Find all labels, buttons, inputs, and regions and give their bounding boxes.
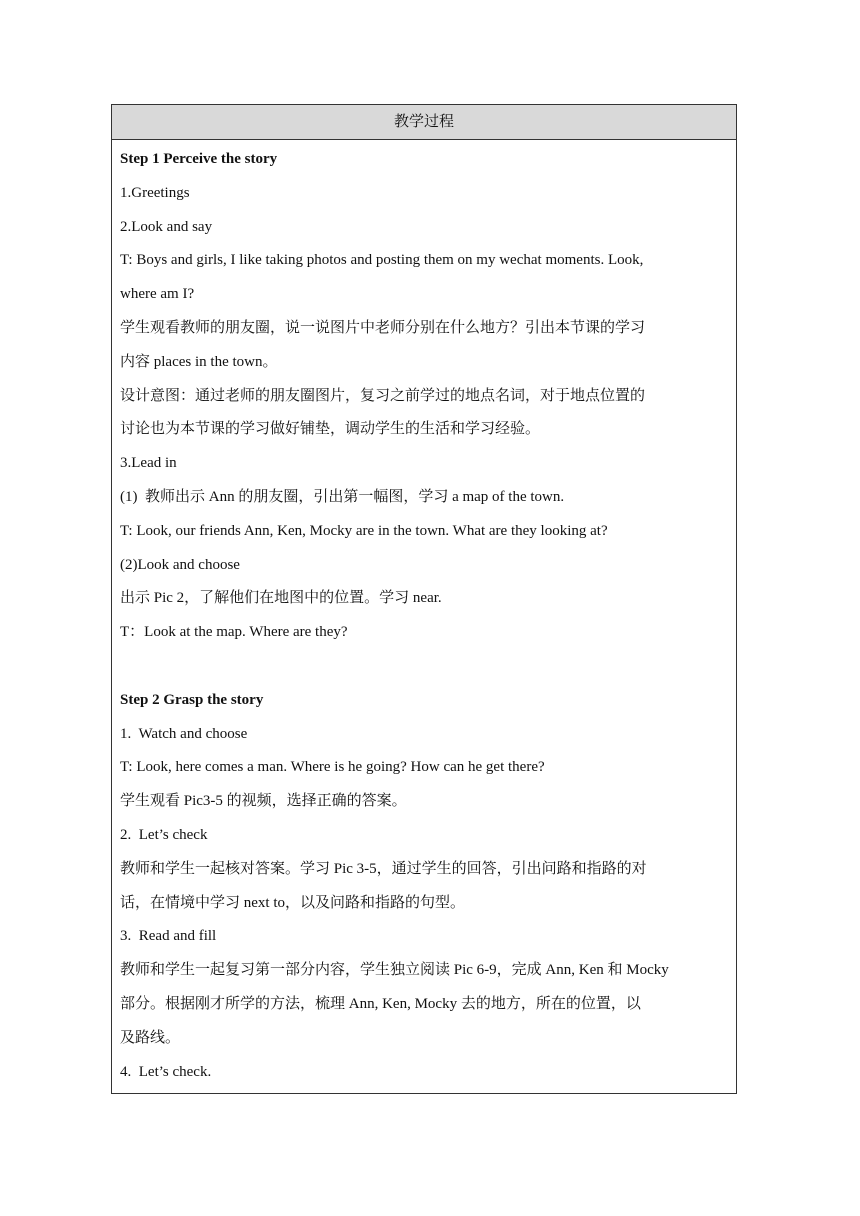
text-line: 1. Watch and choose	[120, 725, 248, 742]
text-line: 教师和学生一起复习第一部分内容，学生独立阅读 Pic 6-9，完成 Ann, Ken 和 Mocky	[120, 962, 669, 979]
text-line: 3. Read and fill	[120, 928, 217, 945]
step-heading: Step 1 Perceive the story	[120, 151, 278, 167]
text-line: 部分。根据刚才所学的方法，梳理 Ann, Ken, Mocky 去的地方，所在的位置，以	[120, 995, 641, 1012]
text-line: 讨论也为本节课的学习做好铺垫，调动学生的生活和学习经验。	[120, 421, 541, 438]
text-line: T: Boys and girls, I like taking photos and posting them on my wechat moments. Look,	[120, 252, 644, 269]
text-line: (2)Look and choose	[120, 556, 240, 573]
text-line: 设计意图：通过老师的朋友圈图片，复习之前学过的地点名词，对于地点位置的	[120, 387, 646, 404]
text-line: where am I?	[120, 286, 195, 303]
text-line	[120, 650, 728, 684]
text-line: 内容 places in the town。	[120, 353, 278, 370]
text-line: 2.Look and say	[120, 218, 213, 235]
text-line: 学生观看 Pic3-5 的视频，选择正确的答案。	[120, 793, 407, 810]
text-line: T: Look, here comes a man. Where is he going? How can he get there?	[120, 759, 545, 776]
text-line: T：Look at the map. Where are they?	[120, 624, 348, 641]
teaching-process-table	[111, 104, 737, 1094]
text-line: 教师和学生一起核对答案。学习 Pic 3-5，通过学生的回答，引出问路和指路的对	[120, 860, 647, 877]
table-body-cell	[112, 140, 736, 1093]
text-line: 话，在情境中学习 next to，以及问路和指路的句型。	[120, 894, 465, 911]
text-line: 1.Greetings	[120, 184, 190, 201]
text-line: 2. Let’s check	[120, 826, 208, 843]
text-line: 及路线。	[120, 1029, 181, 1046]
step-heading: Step 2 Grasp the story	[120, 691, 264, 708]
text-line: 3.Lead in	[120, 455, 177, 472]
text-line: 出示 Pic 2，了解他们在地图中的位置。学习 near.	[120, 590, 442, 607]
text-line: 学生观看教师的朋友圈，说一说图片中老师分别在什么地方？引出本节课的学习	[120, 319, 646, 336]
text-line: (1) 教师出示 Ann 的朋友圈，引出第一幅图，学习 a map of the town.	[120, 488, 565, 505]
text-line: 4. Let’s check.	[120, 1063, 212, 1080]
text-line: T: Look, our friends Ann, Ken, Mocky are in the town. What are they looking at?	[120, 522, 608, 539]
table-header: 教学过程	[112, 105, 736, 140]
